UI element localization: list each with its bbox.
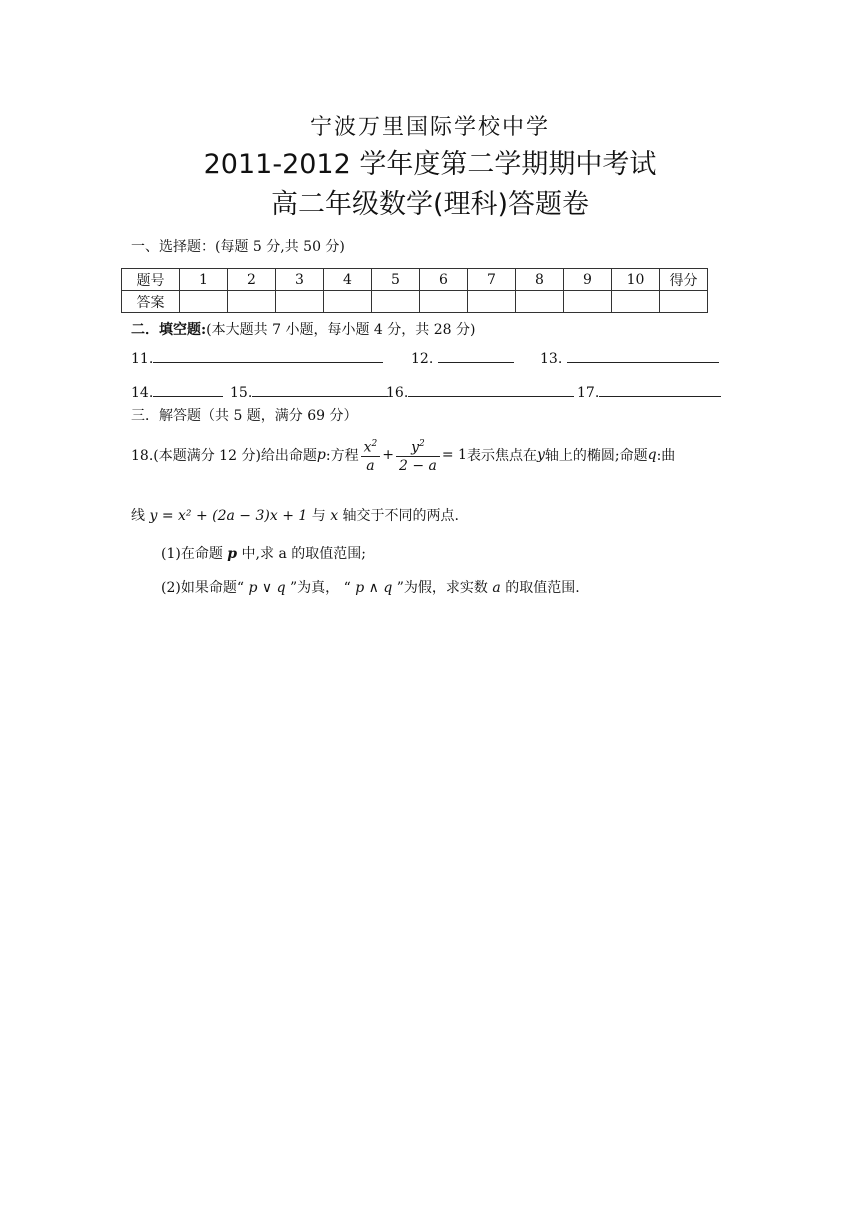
question-number: 2 xyxy=(228,269,276,291)
question-number: 9 xyxy=(564,269,612,291)
paper-title: 高二年级数学(理科)答题卷 xyxy=(270,189,590,220)
question-text: 轴交于不同的两点. xyxy=(342,508,459,524)
sub-question-2 xyxy=(161,577,580,597)
question-number: 10 xyxy=(612,269,660,291)
curve-equation: y = x² + (2a − 3)x + 1 xyxy=(149,508,308,524)
table-row xyxy=(122,291,708,313)
question-text: :方程 xyxy=(325,448,359,464)
fill-blank-15 xyxy=(230,382,388,401)
var-a: a xyxy=(492,580,501,596)
question-text: (1)在命题 xyxy=(161,546,223,562)
var-y: y xyxy=(536,447,545,463)
table-row xyxy=(122,269,708,291)
fill-blank-16 xyxy=(386,382,574,401)
question-text: ”为假，求实数 xyxy=(396,580,488,596)
fill-blank-14 xyxy=(131,382,223,401)
question-number: 16. xyxy=(386,385,409,401)
question-text: 表示焦点在 xyxy=(466,448,537,464)
question-text: 轴上的椭圆;命题 xyxy=(544,448,648,464)
exam-title: 2011-2012 学年度第二学期期中考试 xyxy=(203,149,657,180)
numerator: $x^2$ xyxy=(361,435,381,458)
answer-cell[interactable] xyxy=(420,291,468,313)
answer-cell[interactable] xyxy=(516,291,564,313)
table-cell-header: 答案 xyxy=(122,291,180,313)
question-text: :曲 xyxy=(656,448,676,464)
p-or-q: p ∨ q xyxy=(248,580,286,596)
answer-cell[interactable] xyxy=(228,291,276,313)
answer-blank[interactable] xyxy=(252,382,388,397)
answer-blank[interactable] xyxy=(438,348,514,363)
fill-blank-11 xyxy=(131,348,383,367)
equals-one: = 1 xyxy=(441,447,467,463)
section2-title xyxy=(131,319,475,339)
answer-blank[interactable] xyxy=(599,382,721,397)
question-number: 5 xyxy=(372,269,420,291)
fill-blank-12 xyxy=(411,348,514,367)
table-cell-header: 题号 xyxy=(122,269,180,291)
question-number: 1 xyxy=(180,269,228,291)
answer-cell[interactable] xyxy=(324,291,372,313)
denominator: a xyxy=(366,458,375,475)
school-name: 宁波万里国际学校中学 xyxy=(309,115,550,140)
answer-blank[interactable] xyxy=(567,348,719,363)
answer-cell[interactable] xyxy=(612,291,660,313)
question-number: 8 xyxy=(516,269,564,291)
fill-blank-13 xyxy=(540,348,719,367)
answer-blank[interactable] xyxy=(153,382,223,397)
question-text: ”为真， xyxy=(289,580,340,596)
proposition-q: q xyxy=(647,447,657,463)
question-text: 与 xyxy=(311,508,326,524)
answer-cell[interactable] xyxy=(180,291,228,313)
question-text: 线 xyxy=(131,508,145,524)
question-number: 14. xyxy=(131,385,154,401)
sub-question-1 xyxy=(161,543,366,563)
proposition-p: p xyxy=(316,447,326,463)
plus-sign: + xyxy=(382,447,394,463)
score-cell[interactable] xyxy=(660,291,708,313)
proposition-p: p xyxy=(227,546,238,562)
score-label: 得分 xyxy=(660,269,708,291)
section3-title: 三．解答题（共 5 题，满分 69 分） xyxy=(131,408,358,424)
question-text: 的取值范围. xyxy=(505,580,580,596)
answer-blank[interactable] xyxy=(408,382,574,397)
question-number: 7 xyxy=(468,269,516,291)
section2-title-rest: (本大题共 7 小题，每小题 4 分，共 28 分) xyxy=(206,322,476,338)
var-x: x xyxy=(330,508,339,524)
question-text: “ xyxy=(343,580,351,596)
question-text: 中,求 a 的取值范围; xyxy=(241,546,366,562)
question-number: 11. xyxy=(131,351,154,367)
numerator: $y^2$ xyxy=(396,435,440,458)
fraction-x2-over-a xyxy=(361,435,381,476)
fill-blank-17 xyxy=(577,382,721,401)
question-number: 3 xyxy=(276,269,324,291)
answer-cell[interactable] xyxy=(372,291,420,313)
question-number: 13. xyxy=(540,351,563,367)
question-text: 18.(本题满分 12 分)给出命题 xyxy=(131,448,317,464)
question-18-line2 xyxy=(131,505,459,525)
question-text: (2)如果命题“ xyxy=(161,580,244,596)
question-number: 6 xyxy=(420,269,468,291)
denominator: 2 − a xyxy=(398,458,437,475)
answer-cell[interactable] xyxy=(468,291,516,313)
question-number: 4 xyxy=(324,269,372,291)
section1-title: 一、选择题：(每题 5 分,共 50 分) xyxy=(131,239,345,255)
answer-cell[interactable] xyxy=(276,291,324,313)
question-number: 17. xyxy=(577,385,600,401)
section2-title-bold: 二．填空题: xyxy=(131,322,207,338)
answer-cell[interactable] xyxy=(564,291,612,313)
question-number: 15. xyxy=(230,385,253,401)
answer-blank[interactable] xyxy=(153,348,383,363)
p-and-q: p ∧ q xyxy=(355,580,393,596)
answer-table xyxy=(121,268,708,313)
fraction-y2-over-2-minus-a xyxy=(396,435,440,476)
question-number: 12. xyxy=(411,351,434,367)
question-18-line1 xyxy=(131,433,675,477)
